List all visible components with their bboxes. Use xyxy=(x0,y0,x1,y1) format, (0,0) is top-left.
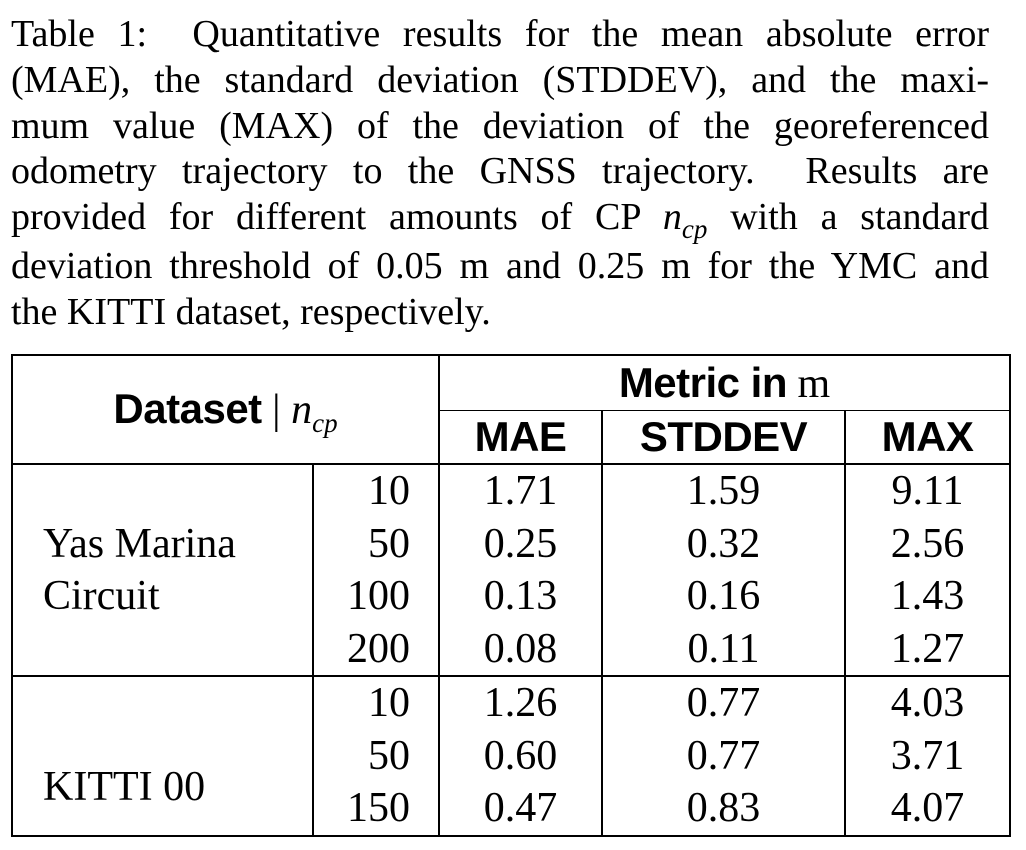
caption-line-3: mum value (MAX) of the deviation of the georeferenced xyxy=(11,104,989,147)
max-cell: 9.11 xyxy=(845,464,1010,518)
stddev-cell: 0.83 xyxy=(602,782,845,836)
max-cell: 1.43 xyxy=(845,570,1010,623)
mae-cell: 0.25 xyxy=(439,518,602,571)
table-row xyxy=(12,464,1010,518)
ncp-cell: 50 xyxy=(313,730,439,783)
ncp-cell: 10 xyxy=(313,676,439,730)
mae-cell: 0.13 xyxy=(439,570,602,623)
max-cell: 4.03 xyxy=(845,676,1010,730)
ncp-cell: 150 xyxy=(313,782,439,836)
caption-ncp-symbol: n xyxy=(662,196,682,239)
caption-line-6: deviation threshold of 0.05 m and 0.25 m for the YMC and xyxy=(11,244,989,287)
stddev-cell: 0.77 xyxy=(602,676,845,730)
stddev-cell: 1.59 xyxy=(602,464,845,518)
results-table xyxy=(11,354,1011,837)
metric-header-label: Metric in xyxy=(618,358,788,406)
stddev-cell: 0.11 xyxy=(602,623,845,677)
dataset-header-label: Dataset xyxy=(113,385,262,432)
max-cell: 1.27 xyxy=(845,623,1010,677)
column-header-max: MAX xyxy=(845,411,1010,465)
dataset-name-ymc: Yas Marina Circuit xyxy=(12,464,313,676)
column-header-mae: MAE xyxy=(439,411,602,465)
max-cell: 3.71 xyxy=(845,730,1010,783)
caption-ncp-subscript: cp xyxy=(681,214,708,245)
caption-line-5: provided for different amounts of CP $n_{cp}$ with a standard xyxy=(11,196,990,245)
header-separator: | xyxy=(272,387,281,433)
stddev-cell: 0.16 xyxy=(602,570,845,623)
header-ncp-subscript: cp xyxy=(312,408,338,438)
stddev-cell: 0.77 xyxy=(602,730,845,783)
ncp-cell: 50 xyxy=(313,518,439,571)
mae-cell: 0.47 xyxy=(439,782,602,836)
ncp-cell: 10 xyxy=(313,464,439,518)
caption-line-2: (MAE), the standard deviation (STDDEV), and the maxi- xyxy=(11,58,989,101)
table-row xyxy=(12,676,1010,730)
dataset-name-kitti: KITTI 00 xyxy=(12,676,313,836)
table-caption xyxy=(11,12,989,336)
mae-cell: 0.08 xyxy=(439,623,602,677)
ncp-cell: 200 xyxy=(313,623,439,677)
mae-cell: 1.71 xyxy=(439,464,602,518)
max-cell: 2.56 xyxy=(845,518,1010,571)
mae-cell: 1.26 xyxy=(439,676,602,730)
header-ncp-symbol: n xyxy=(291,387,313,433)
max-cell: 4.07 xyxy=(845,782,1010,836)
mae-cell: 0.60 xyxy=(439,730,602,783)
caption-line-4: odometry trajectory to the GNSS trajectory. Results are xyxy=(11,150,989,193)
metric-header-unit: m xyxy=(797,360,831,407)
column-header-stddev: STDDEV xyxy=(602,411,845,465)
ncp-cell: 100 xyxy=(313,570,439,623)
stddev-cell: 0.32 xyxy=(602,518,845,571)
caption-line-1: Table 1: Quantitative results for the mean absolute error xyxy=(11,13,989,55)
dataset-header-cell xyxy=(12,355,439,464)
metric-header-cell xyxy=(439,355,1010,411)
caption-line-7: the KITTI dataset, respectively. xyxy=(11,290,491,333)
